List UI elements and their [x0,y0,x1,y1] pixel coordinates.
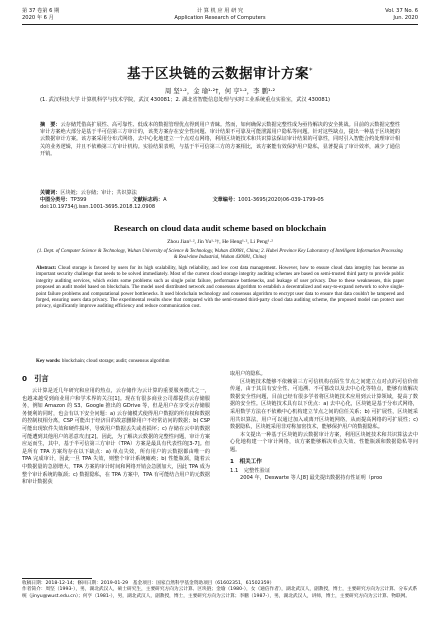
body-column-right [230,371,418,482]
section-heading-related-work: 1 相关工作 [230,458,262,465]
article-no-label: 文章编号： [212,197,239,204]
affiliation-en: (1. Dept. of Computer Science & Technology, Wuhan University of Science & Technology, Wuhan 430081, China; 2. Hubei Province Key Laboratory of Intelligent Information Processing & Real-time Industrial, Wuhan 430081, China) [37,249,403,261]
body-paragraph: 本文提出一种基于区块链的云数据审计方案，利用区块链技术和共识算法去中心化地构建一个审计网络，该方案能够解决单点失效、性能瓶颈和数据隐私等问题。 [230,431,418,453]
keywords-en [36,359,404,365]
header-volume-issue: 第 37 卷第 6 期 [22,8,60,14]
abstract-en [36,266,404,311]
abstract-cn-label: 摘 要： [40,122,61,128]
keywords-en-label: Key words: [36,359,61,364]
journal-name-en: Application Research of Computers [174,15,266,21]
header-date-en: Jun. 2020 [393,15,418,21]
body-paragraph: 2004 年，Deswarte 等人[8] 最先提出数据持有性证明（proo [240,474,383,481]
paper-title-cn [0,62,440,82]
title-footnote-mark: * [309,66,313,75]
footnote-received-text: 收稿日期：2018-12-14；修回日期：2019-01-29 [22,581,129,586]
subsection-heading-integrity: 1.1 完整性验证 [230,467,271,474]
article-no-value: 1001-3695(2020)06-039-1799-05 [238,197,324,204]
footnote-rule [22,578,92,579]
meta-cn [40,190,400,212]
doc-code-value: A [163,197,167,204]
body-column-left [22,371,210,487]
header-center [22,8,418,22]
abstract-en-text: Cloud storage is favored by users for its high scalability, high reliability, and low cost data management. However, how to ensure cloud data integrity has become an important security challenge that needs to be solved immediately. Most of the current cloud storage integrity auditing schemes are based on semi-trusted third party to provide public integrity auditing services, which exists some problems such as single point failure, performance bottlenecks, and leakage of user privacy. Due to these weaknesses, this paper proposed an audit model based on blockchain. The model used distributed network and consensus algorithm to establish a decentralized and easy-to-expand network to solve single-point failure problems and computational power bottlenecks. It used blockchain technology and consensus algorithm to encrypt user data to ensure that data couldn't be tampered and forged, ensuring users data privacy. The experimental results show that compared with the semi-trusted third-party cloud data auditing scheme, the proposed model can protect user privacy, significantly improve auditing efficiency and reduce communication cost. [36,266,405,310]
header-rule [22,24,418,25]
doc-code-label: 文献标志码： [132,197,164,204]
keywords-cn-text: 区块链；云存储；审计；共识算法 [60,190,137,196]
paper-title-cn-text: 基于区块链的云数据审计方案 [127,66,309,82]
keywords-cn-label: 关键词： [40,190,61,196]
clc-value: TP399 [70,197,87,204]
affiliation-cn: (1. 武汉科技大学 计算机科学与技术学院，武汉 430081；2. 湖北省智能信息处理与实时工业系统重点实验室，武汉 430081) [40,97,331,103]
header-date: 2020 年 6 月 [22,15,54,21]
doi-row [40,204,400,211]
doi-value: 10.19734/j.issn.1001-3695.2018.12.0908 [49,204,156,211]
journal-name-cn: 计 算 机 应 用 研 究 [196,8,244,14]
abstract-cn-text: 云存储凭借高扩展性、高可靠性、低成本的数据管理优点得到用户青睐。然而，如何确保云数据完整性成为亟待解决的安全挑战。目前的云数据完整性审计方案绝大部分是基于半可信第三方审计的，该类方案存在安全性问题、审计结果不可靠及可能泄露用户隐私等问题。针对这些缺点，提出一种基于区块链的云数据审计方案。该方案采用分布式网络，去中心化地建立一个点对点网络，利用区块链技术和共识算法保证审计结果的可靠性，同时引入智能合约处理审计相关的业务逻辑，并且不依赖第三方审计机构。实验结果表明，与基于半可信第三方的方案相比，该方案能有效保护用户隐私，显著提高了审计效率，减少了通信开销。 [40,122,400,157]
body-paragraph: 云计算是近几年研究和应用的热点，云存储作为云计算的重要服务模式之一，也越来越受到商业用户和学术界的关注[1]。现在有很多商业公司都提供云存储服务，例如 Amazon 的 S3、Google 推出的 GDrive 等，但是用户在享受云存储服务便利的同时，也会有以下安全问题：a) 云存储模式使得用户数据的所有权和数据的控制权相分离，CSP 可能出于经济目的故意删除用户不经常访问的数据；b) CSP 可能出现软件失效和硬件损坏，导致用户数据丢失或者损坏；c) 存储在云中的数据可能遭到其他用户的恶意攻击[2]。因此，为了解决云数据的完整性问题，审计方案应运而生，其中，基于半可信第三方审计（TPA）方案是最具有代表性的[3-7]。但是所有 TPA 方案均存在以下缺点：a) 单点失效，所有用户的云数据都由唯一的 TPA 完成审计，因此一旦 TPA 失效，则整个审计系统瘫痪；b) 性能瓶颈，随着云中数据量的急剧增大，TPA 方案的审计时间和网络开销会急剧加大，因此 TPA 成为整个审计系统的瓶颈；c) 数据隐私，在 TPA 方案中，TPA 有可能结合用户的元数据和审计数据获 [22,388,210,486]
header-right [385,8,418,22]
paper-title-en: Research on cloud data audit scheme based on blockchain [113,223,327,233]
section-heading-introduction: 0 引言 [22,374,49,383]
abstract-cn [40,122,400,158]
authors-en: Zhou Jian¹·², Jin Yu¹·²†, He Heng¹·², Li Peng¹·² [167,239,273,245]
keywords-en-text: blockchain; cloud storage; audit; consensus algorithm [61,359,170,364]
header-volume-en: Vol. 37 No. 6 [385,8,418,14]
body-paragraph: 区块链技术能够不依赖第三方可信机构在陌生节点之间建立点对点的可信价值传递，由于其具有安全性、可追溯、不可篡改以及去中心化等特点，能够有效解决数据安全性问题，目前已经有很多学者将区块链技术应用到云计算领域，提高了数据的安全性。区块链技术具有以下优点：a) 去中心化，区块链是基于分布式网络，采用数学方法在不依赖中心机构建立节点之间的信任关系；b) 可扩展性，区块链采用共识算法，用户可以通过加入或离开区块链网络，从而提高网络的可扩展性；c) 数据隐私，区块链采用非对称加密技术，能够保护用户的数据隐私。 [230,378,418,431]
body-paragraph: 取用户的隐私。 [230,371,266,377]
abstract-en-label: Abstract: [36,266,57,271]
doi-label: doi: [40,204,50,211]
clc-label: 中图分类号： [40,197,71,204]
footnote-fund-text: 基金项目：国家自然科学基金资助项目（61602351，61502359） [132,581,275,586]
classification-row [40,197,400,204]
footnotes [22,581,418,600]
authors-cn: 周 坚¹·²，金 瑜¹·²†，何 亨¹·²，李 鹏¹·² [164,87,276,95]
footnote-bio: 作者简介：周坚（1993-），男，湖北武汉人，硕士研究生，主要研究方向为云计算、区块链；金瑜（1980-），女（通信作者），湖北武汉人，副教授，博士，主要研究方向为云计算、分布式系统（jinyu@wust.edu.cn）；何亨（1981-），男，湖北武汉人，副教授，博士，主要研究方向为云计算；李鹏（1987-），男，湖北武汉人，讲师，博士，主要研究方向为云计算、物联网。 [22,587,418,599]
